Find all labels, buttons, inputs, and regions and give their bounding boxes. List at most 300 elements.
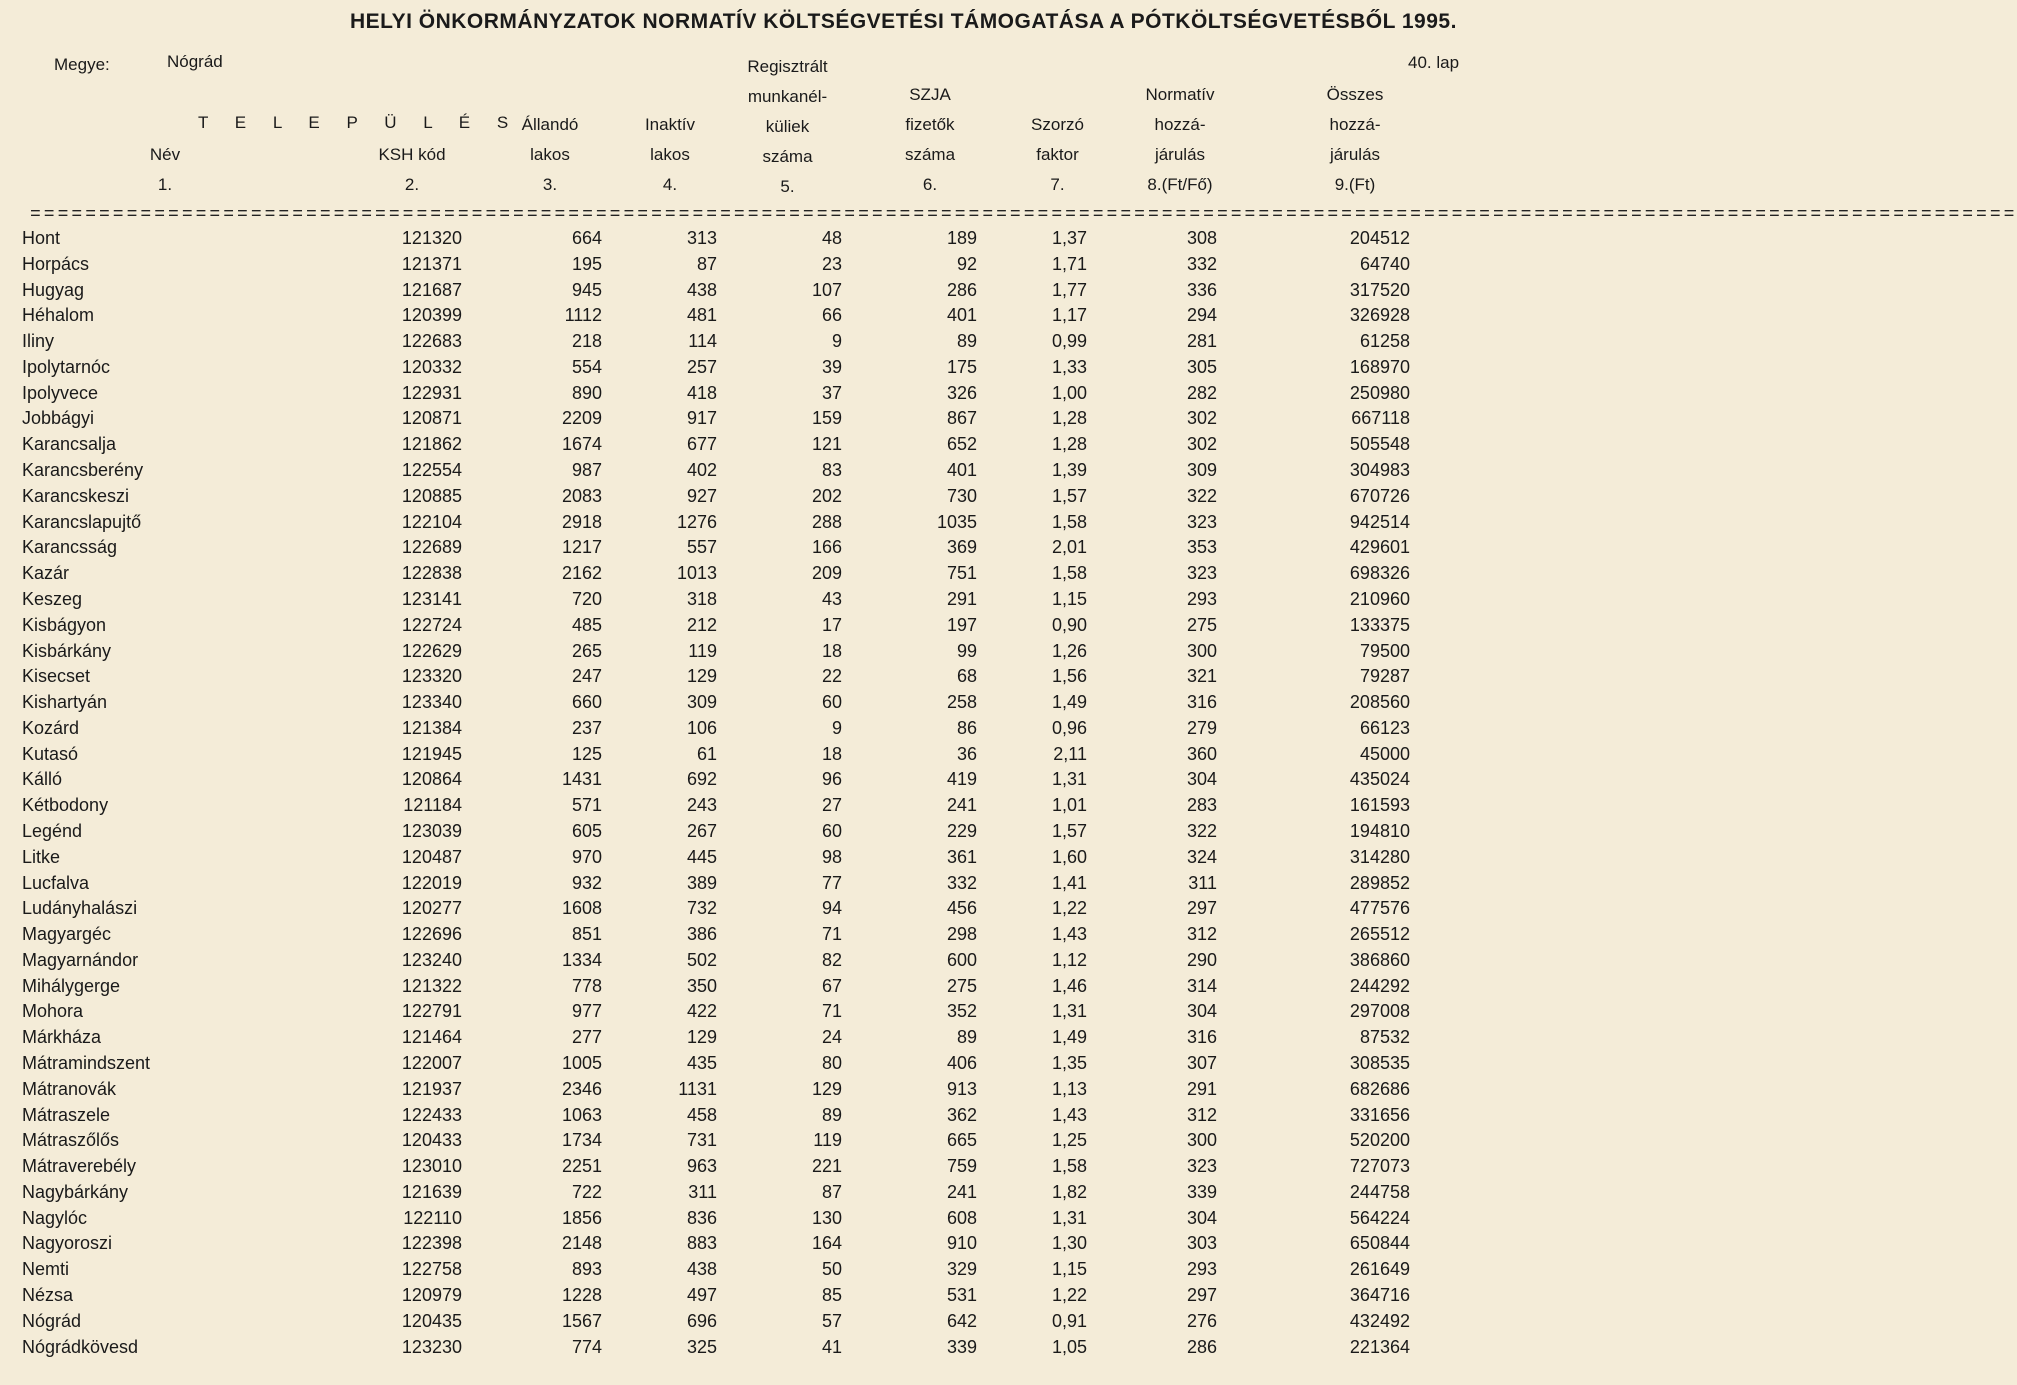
total-contribution-cell: 161593 xyxy=(1349,795,1410,816)
header-col9-line3: járulás xyxy=(1329,145,1381,164)
inactive-residents-cell: 731 xyxy=(686,1130,717,1151)
header-col9-line1: Összes xyxy=(1326,85,1384,104)
registered-unemployed-cell: 23 xyxy=(821,253,842,274)
multiplier-factor-cell: 1,26 xyxy=(1051,640,1087,661)
permanent-residents-cell: 277 xyxy=(571,1027,602,1048)
permanent-residents-cell: 664 xyxy=(571,228,602,248)
ksh-code-cell: 122758 xyxy=(401,1259,462,1280)
registered-unemployed-cell: 71 xyxy=(821,1001,842,1022)
registered-unemployed-cell: 18 xyxy=(821,640,842,661)
normative-contribution-cell: 302 xyxy=(1186,434,1217,455)
inactive-residents-cell: 313 xyxy=(686,228,717,248)
inactive-residents-cell: 325 xyxy=(686,1336,717,1357)
ksh-code-cell: 123141 xyxy=(401,588,462,609)
settlement-name-cell: Kétbodony xyxy=(22,795,109,816)
szja-payers-cell: 910 xyxy=(946,1233,977,1254)
registered-unemployed-cell: 71 xyxy=(821,924,842,945)
permanent-residents-cell: 195 xyxy=(571,253,602,274)
normative-contribution-cell: 309 xyxy=(1186,460,1217,481)
permanent-residents-cell: 1217 xyxy=(561,537,602,558)
table-row xyxy=(22,510,1410,536)
settlement-name-cell: Litke xyxy=(22,846,61,867)
total-contribution-cell: 435024 xyxy=(1349,769,1410,790)
total-contribution-cell: 297008 xyxy=(1349,1001,1410,1022)
total-contribution-cell: 66123 xyxy=(1359,717,1410,738)
ksh-code-cell: 122689 xyxy=(401,537,462,558)
registered-unemployed-cell: 67 xyxy=(821,975,842,996)
ksh-code-cell: 121320 xyxy=(401,228,462,248)
normative-contribution-cell: 304 xyxy=(1186,1001,1217,1022)
settlement-name-cell: Karancslapujtő xyxy=(22,511,142,532)
header-col4 xyxy=(620,110,720,200)
multiplier-factor-cell: 1,49 xyxy=(1051,692,1087,713)
registered-unemployed-cell: 77 xyxy=(821,872,842,893)
total-contribution-cell: 61258 xyxy=(1359,331,1410,352)
normative-contribution-cell: 311 xyxy=(1188,872,1217,893)
multiplier-factor-cell: 1,49 xyxy=(1051,1027,1087,1048)
header-col3-line2: lakos xyxy=(530,145,570,164)
table-row xyxy=(22,1051,1410,1077)
ksh-code-cell: 121862 xyxy=(401,434,462,455)
header-col6-line3: száma xyxy=(904,145,956,164)
ksh-code-cell: 122007 xyxy=(401,1053,462,1073)
header-col5-line3: küliek xyxy=(765,117,810,136)
ksh-code-cell: 121945 xyxy=(401,743,462,764)
normative-contribution-cell: 276 xyxy=(1186,1310,1217,1331)
permanent-residents-cell: 778 xyxy=(571,975,602,996)
ksh-code-cell: 122931 xyxy=(401,382,462,403)
total-contribution-cell: 326928 xyxy=(1349,305,1410,326)
permanent-residents-cell: 720 xyxy=(571,588,602,609)
normative-contribution-cell: 332 xyxy=(1186,253,1217,274)
permanent-residents-cell: 2209 xyxy=(561,408,602,429)
permanent-residents-cell: 1608 xyxy=(561,898,602,919)
header-ksh-label: KSH kód xyxy=(378,145,446,164)
total-contribution-cell: 386860 xyxy=(1349,949,1410,970)
registered-unemployed-cell: 41 xyxy=(821,1336,842,1357)
total-contribution-cell: 250980 xyxy=(1349,382,1410,403)
settlement-name-cell: Mátraszele xyxy=(22,1104,111,1125)
registered-unemployed-cell: 39 xyxy=(821,356,842,377)
table-row xyxy=(22,1180,1410,1206)
permanent-residents-cell: 1005 xyxy=(561,1053,602,1073)
multiplier-factor-cell: 2,01 xyxy=(1051,537,1087,558)
table-row xyxy=(22,922,1410,948)
registered-unemployed-cell: 85 xyxy=(821,1285,842,1306)
table-row xyxy=(22,793,1410,819)
multiplier-factor-cell: 0,96 xyxy=(1051,717,1087,738)
inactive-residents-cell: 1276 xyxy=(676,511,717,532)
normative-contribution-cell: 283 xyxy=(1186,795,1217,816)
settlement-name-cell: Nógrádkövesd xyxy=(22,1336,139,1357)
header-ksh xyxy=(362,140,462,200)
multiplier-factor-cell: 1,77 xyxy=(1051,279,1087,300)
registered-unemployed-cell: 48 xyxy=(821,228,842,248)
permanent-residents-cell: 1112 xyxy=(564,305,602,326)
settlement-name-cell: Karancsberény xyxy=(22,460,144,481)
ksh-code-cell: 122019 xyxy=(401,872,462,893)
ksh-code-cell: 122398 xyxy=(401,1233,462,1254)
szja-payers-cell: 275 xyxy=(946,975,977,996)
table-row xyxy=(22,1077,1410,1103)
total-contribution-cell: 79500 xyxy=(1359,640,1410,661)
header-name-number: 1. xyxy=(157,175,173,194)
normative-contribution-cell: 297 xyxy=(1186,898,1217,919)
table-row xyxy=(22,819,1410,845)
header-col3-number: 3. xyxy=(542,175,558,194)
total-contribution-cell: 429601 xyxy=(1349,537,1410,558)
ksh-code-cell: 120487 xyxy=(401,846,462,867)
ksh-code-cell: 121384 xyxy=(401,717,462,738)
permanent-residents-cell: 2346 xyxy=(561,1078,602,1099)
ksh-code-cell: 123230 xyxy=(401,1336,462,1357)
registered-unemployed-cell: 83 xyxy=(821,460,842,481)
inactive-residents-cell: 557 xyxy=(686,537,717,558)
header-col5-line1: Regisztrált xyxy=(747,57,828,76)
settlement-name-cell: Nógrád xyxy=(22,1310,82,1331)
settlement-name-cell: Karancskeszi xyxy=(22,485,130,506)
multiplier-factor-cell: 1,43 xyxy=(1051,924,1087,945)
ksh-code-cell: 123320 xyxy=(401,666,462,687)
inactive-residents-cell: 61 xyxy=(696,743,717,764)
table-row xyxy=(22,613,1410,639)
header-col8-number: 8.(Ft/Fő) xyxy=(1147,175,1213,194)
ksh-code-cell: 122791 xyxy=(401,1001,462,1022)
szja-payers-cell: 189 xyxy=(946,228,977,248)
registered-unemployed-cell: 121 xyxy=(811,434,842,455)
inactive-residents-cell: 106 xyxy=(686,717,717,738)
registered-unemployed-cell: 159 xyxy=(811,408,842,429)
registered-unemployed-cell: 96 xyxy=(821,769,842,790)
total-contribution-cell: 317520 xyxy=(1349,279,1410,300)
szja-payers-cell: 352 xyxy=(946,1001,977,1022)
szja-payers-cell: 197 xyxy=(946,614,977,635)
normative-contribution-cell: 323 xyxy=(1186,1156,1217,1177)
multiplier-factor-cell: 1,12 xyxy=(1051,949,1087,970)
inactive-residents-cell: 1013 xyxy=(676,563,717,584)
header-col7 xyxy=(1010,110,1105,200)
multiplier-factor-cell: 1,57 xyxy=(1051,820,1087,841)
multiplier-factor-cell: 1,25 xyxy=(1051,1130,1087,1151)
szja-payers-cell: 401 xyxy=(946,460,977,481)
total-contribution-cell: 210960 xyxy=(1349,588,1410,609)
inactive-residents-cell: 318 xyxy=(686,588,717,609)
table-row xyxy=(22,999,1410,1025)
table-row xyxy=(22,639,1410,665)
normative-contribution-cell: 294 xyxy=(1186,305,1217,326)
permanent-residents-cell: 1674 xyxy=(561,434,602,455)
registered-unemployed-cell: 18 xyxy=(821,743,842,764)
registered-unemployed-cell: 87 xyxy=(821,1181,842,1202)
inactive-residents-cell: 438 xyxy=(686,1259,717,1280)
multiplier-factor-cell: 1,43 xyxy=(1051,1104,1087,1125)
permanent-residents-cell: 987 xyxy=(571,460,602,481)
table-row xyxy=(22,1257,1410,1283)
normative-contribution-cell: 300 xyxy=(1186,640,1217,661)
registered-unemployed-cell: 57 xyxy=(821,1310,842,1331)
registered-unemployed-cell: 98 xyxy=(821,846,842,867)
ksh-code-cell: 120433 xyxy=(401,1130,462,1151)
header-col9 xyxy=(1300,80,1410,200)
registered-unemployed-cell: 24 xyxy=(821,1027,842,1048)
settlement-name-cell: Kisbárkány xyxy=(22,640,112,661)
total-contribution-cell: 168970 xyxy=(1349,356,1410,377)
normative-contribution-cell: 312 xyxy=(1186,1104,1217,1125)
multiplier-factor-cell: 1,31 xyxy=(1051,1207,1087,1228)
settlement-name-cell: Nagyoroszi xyxy=(22,1233,113,1254)
normative-contribution-cell: 316 xyxy=(1186,1027,1217,1048)
inactive-residents-cell: 732 xyxy=(686,898,717,919)
total-contribution-cell: 194810 xyxy=(1349,820,1410,841)
szja-payers-cell: 92 xyxy=(956,253,977,274)
page-number: 40. lap xyxy=(1408,53,1460,72)
normative-contribution-cell: 336 xyxy=(1186,279,1217,300)
table-row xyxy=(22,974,1410,1000)
header-col7-line2: faktor xyxy=(1036,145,1079,164)
settlement-name-cell: Lucfalva xyxy=(22,872,90,893)
permanent-residents-cell: 774 xyxy=(571,1336,602,1357)
normative-contribution-cell: 323 xyxy=(1186,511,1217,532)
permanent-residents-cell: 1856 xyxy=(561,1207,602,1228)
settlement-name-cell: Nagylóc xyxy=(22,1207,88,1228)
multiplier-factor-cell: 1,13 xyxy=(1051,1078,1087,1099)
settlement-name-cell: Ipolyvece xyxy=(22,382,99,403)
registered-unemployed-cell: 221 xyxy=(811,1156,842,1177)
total-contribution-cell: 505548 xyxy=(1349,434,1410,455)
normative-contribution-cell: 291 xyxy=(1186,1078,1217,1099)
ksh-code-cell: 120871 xyxy=(401,408,462,429)
inactive-residents-cell: 389 xyxy=(686,872,717,893)
header-col9-line2: hozzá- xyxy=(1329,115,1381,134)
szja-payers-cell: 229 xyxy=(946,820,977,841)
inactive-residents-cell: 481 xyxy=(686,305,717,326)
szja-payers-cell: 291 xyxy=(946,588,977,609)
settlement-name-cell: Horpács xyxy=(22,253,90,274)
normative-contribution-cell: 316 xyxy=(1186,692,1217,713)
table-row xyxy=(22,303,1410,329)
permanent-residents-cell: 605 xyxy=(571,820,602,841)
registered-unemployed-cell: 22 xyxy=(821,666,842,687)
total-contribution-cell: 364716 xyxy=(1349,1285,1410,1306)
szja-payers-cell: 36 xyxy=(956,743,977,764)
total-contribution-cell: 308535 xyxy=(1349,1053,1410,1073)
inactive-residents-cell: 435 xyxy=(686,1053,717,1073)
total-contribution-cell: 650844 xyxy=(1349,1233,1410,1254)
normative-contribution-cell: 302 xyxy=(1186,408,1217,429)
table-row xyxy=(22,226,1410,252)
total-contribution-cell: 520200 xyxy=(1349,1130,1410,1151)
registered-unemployed-cell: 66 xyxy=(821,305,842,326)
total-contribution-cell: 304983 xyxy=(1349,460,1410,481)
ksh-code-cell: 121371 xyxy=(401,253,462,274)
inactive-residents-cell: 696 xyxy=(686,1310,717,1331)
normative-contribution-cell: 305 xyxy=(1186,356,1217,377)
header-col9-number: 9.(Ft) xyxy=(1334,175,1376,194)
total-contribution-cell: 942514 xyxy=(1349,511,1410,532)
inactive-residents-cell: 497 xyxy=(686,1285,717,1306)
permanent-residents-cell: 218 xyxy=(571,331,602,352)
total-contribution-cell: 331656 xyxy=(1349,1104,1410,1125)
normative-contribution-cell: 279 xyxy=(1186,717,1217,738)
inactive-residents-cell: 445 xyxy=(686,846,717,867)
registered-unemployed-cell: 209 xyxy=(811,563,842,584)
szja-payers-cell: 68 xyxy=(956,666,977,687)
header-separator: ================================================================================================================================================ xyxy=(30,205,2017,225)
settlement-name-cell: Hugyag xyxy=(22,279,85,300)
county-value: Nógrád xyxy=(167,52,223,71)
total-contribution-cell: 265512 xyxy=(1349,924,1410,945)
header-name-label: Név xyxy=(149,145,181,164)
multiplier-factor-cell: 1,35 xyxy=(1051,1053,1087,1073)
szja-payers-cell: 362 xyxy=(946,1104,977,1125)
header-col6-number: 6. xyxy=(922,175,938,194)
header-col7-line1: Szorzó xyxy=(1031,115,1084,134)
permanent-residents-cell: 1734 xyxy=(561,1130,602,1151)
registered-unemployed-cell: 107 xyxy=(811,279,842,300)
settlement-name-cell: Nézsa xyxy=(22,1285,74,1306)
szja-payers-cell: 730 xyxy=(946,485,977,506)
settlement-name-cell: Magyarnándor xyxy=(22,949,139,970)
permanent-residents-cell: 932 xyxy=(571,872,602,893)
ksh-code-cell: 123039 xyxy=(401,820,462,841)
registered-unemployed-cell: 288 xyxy=(811,511,842,532)
settlement-name-cell: Legénd xyxy=(22,820,83,841)
header-settlement-group: T E L E P Ü L É S xyxy=(198,113,520,132)
table-row xyxy=(22,742,1410,768)
county-label: Megye: xyxy=(54,55,110,74)
normative-contribution-cell: 321 xyxy=(1186,666,1217,687)
permanent-residents-cell: 2251 xyxy=(561,1156,602,1177)
table-row xyxy=(22,432,1410,458)
ksh-code-cell: 120435 xyxy=(401,1310,462,1331)
normative-contribution-cell: 293 xyxy=(1186,588,1217,609)
inactive-residents-cell: 692 xyxy=(686,769,717,790)
table-row xyxy=(22,690,1410,716)
inactive-residents-cell: 883 xyxy=(686,1233,717,1254)
szja-payers-cell: 608 xyxy=(946,1207,977,1228)
settlement-name-cell: Ipolytarnóc xyxy=(22,356,111,377)
total-contribution-cell: 244292 xyxy=(1349,975,1410,996)
szja-payers-cell: 175 xyxy=(946,356,977,377)
permanent-residents-cell: 722 xyxy=(571,1181,602,1202)
ksh-code-cell: 121184 xyxy=(403,795,462,816)
permanent-residents-cell: 265 xyxy=(571,640,602,661)
szja-payers-cell: 99 xyxy=(956,640,977,661)
table-row xyxy=(22,716,1410,742)
total-contribution-cell: 204512 xyxy=(1349,228,1410,248)
total-contribution-cell: 667118 xyxy=(1351,408,1410,429)
permanent-residents-cell: 890 xyxy=(571,382,602,403)
multiplier-factor-cell: 1,28 xyxy=(1051,408,1087,429)
settlement-name-cell: Keszeg xyxy=(22,588,83,609)
total-contribution-cell: 261649 xyxy=(1349,1259,1410,1280)
permanent-residents-cell: 945 xyxy=(571,279,602,300)
ksh-code-cell: 122724 xyxy=(401,614,462,635)
registered-unemployed-cell: 9 xyxy=(831,331,842,352)
header-col6 xyxy=(880,80,980,200)
registered-unemployed-cell: 60 xyxy=(821,692,842,713)
normative-contribution-cell: 304 xyxy=(1186,769,1217,790)
settlement-name-cell: Kazár xyxy=(22,563,70,584)
registered-unemployed-cell: 80 xyxy=(821,1053,842,1073)
table-row xyxy=(22,587,1410,613)
permanent-residents-cell: 247 xyxy=(571,666,602,687)
szja-payers-cell: 326 xyxy=(946,382,977,403)
permanent-residents-cell: 571 xyxy=(571,795,602,816)
settlement-table-body xyxy=(22,226,1410,1360)
permanent-residents-cell: 1228 xyxy=(561,1285,602,1306)
multiplier-factor-cell: 1,60 xyxy=(1051,846,1087,867)
ksh-code-cell: 122110 xyxy=(403,1207,462,1228)
inactive-residents-cell: 243 xyxy=(686,795,717,816)
table-row xyxy=(22,1154,1410,1180)
table-row xyxy=(22,1103,1410,1129)
settlement-name-cell: Márkháza xyxy=(22,1027,102,1048)
normative-contribution-cell: 303 xyxy=(1186,1233,1217,1254)
settlement-name-cell: Mátraverebély xyxy=(22,1156,137,1177)
page-title: HELYI ÖNKORMÁNYZATOK NORMATÍV KÖLTSÉGVETÉSI TÁMOGATÁSA A PÓTKÖLTSÉGVETÉSBŐL 1995. xyxy=(350,10,1457,33)
permanent-residents-cell: 125 xyxy=(571,743,602,764)
table-row xyxy=(22,1206,1410,1232)
multiplier-factor-cell: 1,22 xyxy=(1051,898,1087,919)
table-row xyxy=(22,1128,1410,1154)
normative-contribution-cell: 297 xyxy=(1186,1285,1217,1306)
registered-unemployed-cell: 164 xyxy=(811,1233,842,1254)
szja-payers-cell: 751 xyxy=(946,563,977,584)
settlement-name-cell: Magyargéc xyxy=(22,924,112,945)
settlement-name-cell: Jobbágyi xyxy=(22,408,95,429)
szja-payers-cell: 86 xyxy=(956,717,977,738)
settlement-name-cell: Nagybárkány xyxy=(22,1181,129,1202)
multiplier-factor-cell: 1,30 xyxy=(1051,1233,1087,1254)
multiplier-factor-cell: 0,90 xyxy=(1051,614,1087,635)
normative-contribution-cell: 322 xyxy=(1186,820,1217,841)
table-row xyxy=(22,1231,1410,1257)
table-row xyxy=(22,406,1410,432)
normative-contribution-cell: 275 xyxy=(1186,614,1217,635)
normative-contribution-cell: 290 xyxy=(1186,949,1217,970)
szja-payers-cell: 329 xyxy=(946,1259,977,1280)
szja-payers-cell: 419 xyxy=(946,769,977,790)
inactive-residents-cell: 129 xyxy=(686,666,717,687)
settlement-name-cell: Mátranovák xyxy=(22,1078,117,1099)
szja-payers-cell: 361 xyxy=(946,846,977,867)
settlement-name-cell: Héhalom xyxy=(22,305,95,326)
multiplier-factor-cell: 1,46 xyxy=(1051,975,1087,996)
multiplier-factor-cell: 1,57 xyxy=(1051,485,1087,506)
table-row xyxy=(22,458,1410,484)
normative-contribution-cell: 282 xyxy=(1186,382,1217,403)
permanent-residents-cell: 1431 xyxy=(561,769,602,790)
ksh-code-cell: 121464 xyxy=(401,1027,462,1048)
table-row xyxy=(22,561,1410,587)
total-contribution-cell: 314280 xyxy=(1349,846,1410,867)
header-col7-number: 7. xyxy=(1050,175,1065,194)
settlement-name-cell: Kisecset xyxy=(22,666,91,687)
registered-unemployed-cell: 202 xyxy=(811,485,842,506)
normative-contribution-cell: 312 xyxy=(1186,924,1217,945)
total-contribution-cell: 670726 xyxy=(1349,485,1410,506)
registered-unemployed-cell: 166 xyxy=(811,537,842,558)
ksh-code-cell: 120332 xyxy=(401,356,462,377)
inactive-residents-cell: 267 xyxy=(686,820,717,841)
settlement-name-cell: Hont xyxy=(22,228,61,248)
ksh-code-cell: 123340 xyxy=(401,692,462,713)
szja-payers-cell: 298 xyxy=(946,924,977,945)
normative-contribution-cell: 324 xyxy=(1186,846,1217,867)
szja-payers-cell: 1035 xyxy=(936,511,977,532)
header-col3-line1: Állandó xyxy=(521,115,579,134)
